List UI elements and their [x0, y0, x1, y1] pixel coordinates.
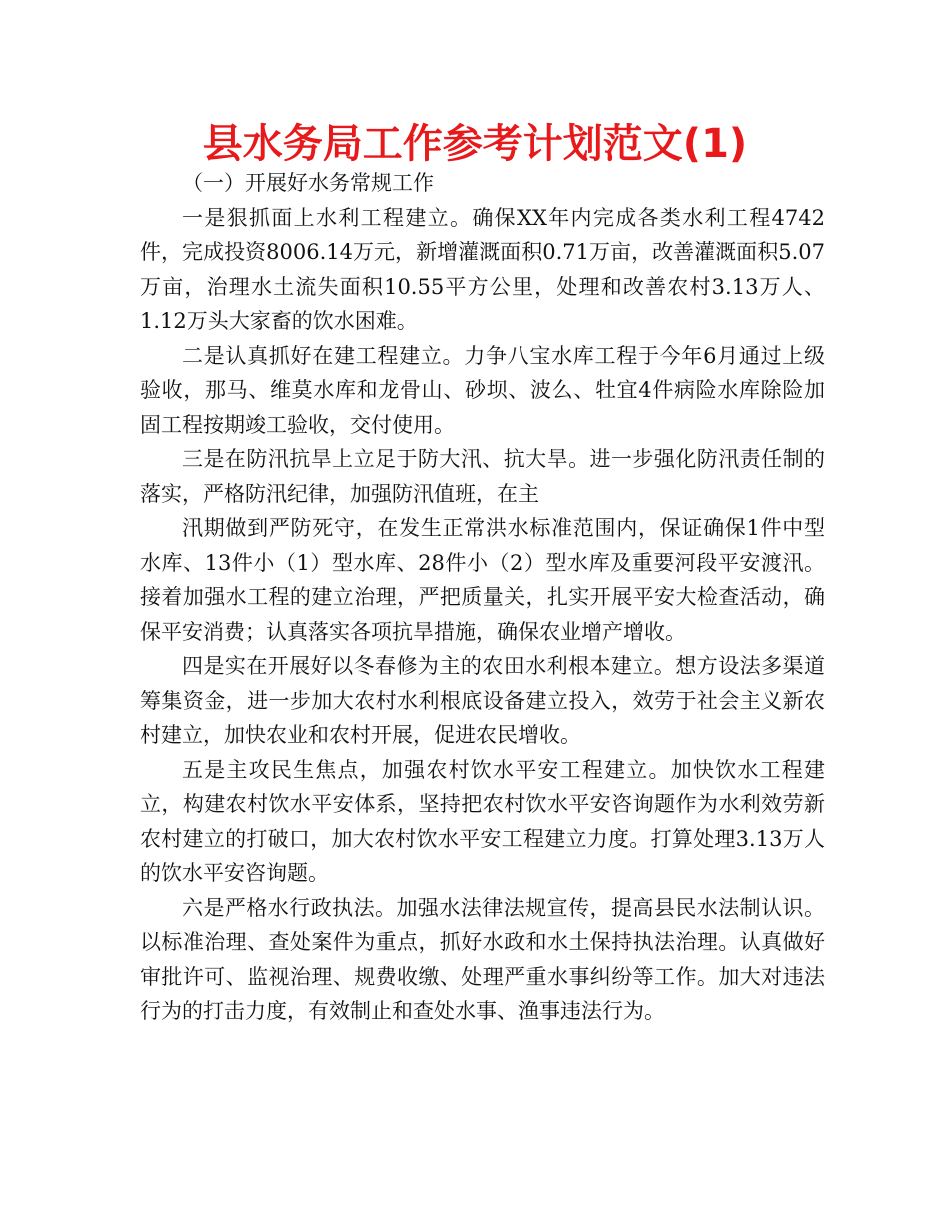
document-body — [140, 166, 825, 1029]
paragraph-3: 三是在防汛抗旱上立足于防大汛、抗大旱。进一步强化防汛责任制的落实，严格防汛纪律，加强防汛值班，在主 — [140, 447, 825, 506]
document-title: 县水务局工作参考计划范文(1) — [202, 121, 748, 167]
section-heading: （一）开展好水务常规工作 — [182, 171, 434, 195]
paragraph-6: 五是主攻民生焦点，加强农村饮水平安工程建立。加快饮水工程建立，构建农村饮水平安体系，坚持把农村饮水平安咨询题作为水利效劳新农村建立的打破口，加大农村饮水平安工程建立力度。打算处理3.13万人的饮水平安咨询题。 — [140, 757, 825, 885]
paragraph-5: 四是实在开展好以冬春修为主的农田水利根本建立。想方设法多渠道筹集资金，进一步加大农村水利根底设备建立投入，效劳于社会主义新农村建立，加快农业和农村开展，促进农民增收。 — [140, 654, 825, 747]
paragraph-1: 一是狠抓面上水利工程建立。确保XX年内完成各类水利工程4742件，完成投资8006.14万元，新增灌溉面积0.71万亩，改善灌溉面积5.07万亩，治理水土流失面积10.55平方公里，处理和改善农村3.13万人、1.12万头大家畜的饮水困难。 — [140, 205, 825, 333]
paragraph-7: 六是严格水行政执法。加强水法律法规宣传，提高县民水法制认识。以标准治理、查处案件为重点，抓好水政和水土保持执法治理。认真做好审批许可、监视治理、规费收缴、处理严重水事纠纷等工作。加大对违法行为的打击力度，有效制止和查处水事、渔事违法行为。 — [140, 895, 825, 1023]
paragraph-2: 二是认真抓好在建工程建立。力争八宝水库工程于今年6月通过上级验收，那马、维莫水库和龙骨山、砂坝、波么、牡宜4件病险水库除险加固工程按期竣工验收，交付使用。 — [140, 343, 825, 437]
paragraph-4: 汛期做到严防死守，在发生正常洪水标准范围内，保证确保1件中型水库、13件小（1）型水库、28件小（2）型水库及重要河段平安渡汛。接着加强水工程的建立治理，严把质量关，扎实开展平安大检查活动，确保平安消费；认真落实各项抗旱措施，确保农业增产增收。 — [140, 516, 825, 644]
